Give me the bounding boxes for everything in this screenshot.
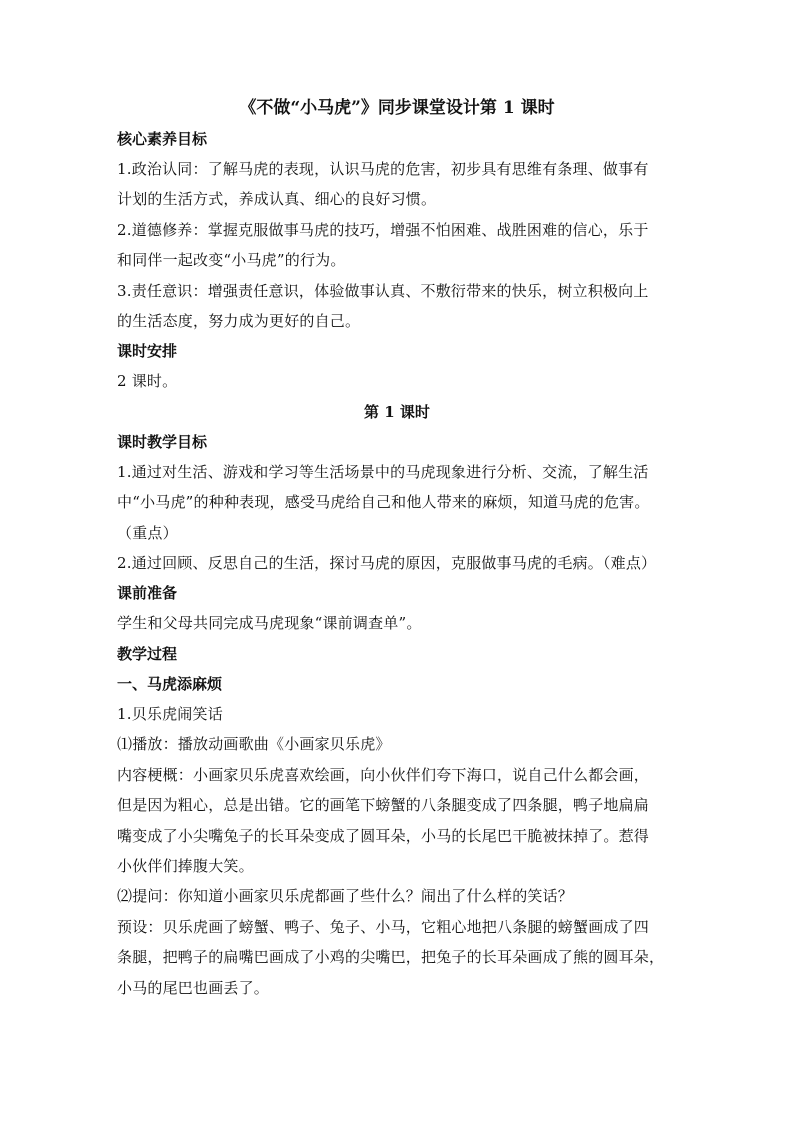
paragraph-line: 1.贝乐虎闹笑话 (117, 704, 223, 723)
paragraph-line: 嘴变成了小尖嘴兔子的长耳朵变成了圆耳朵，小马的长尾巴干脆被抹掉了。惹得 (117, 826, 650, 845)
paragraph (117, 154, 677, 215)
paragraph (117, 760, 677, 882)
paragraph-line: 1.通过对生活、游戏和学习等生活场景中的马虎现象进行分析、交流，了解生活 (117, 462, 649, 481)
paragraph-line: 学生和父母共同完成马虎现象“课前调查单”。 (117, 614, 422, 633)
document-body (117, 92, 677, 1003)
paragraph (117, 366, 677, 396)
section-heading: 核心素养目标 (117, 130, 208, 148)
paragraph-line: 1.政治认同：了解马虎的表现，认识马虎的危害，初步具有思维有条理、做事有 (117, 160, 649, 178)
paragraph-line: 小马的尾巴也画丢了。 (117, 978, 270, 997)
lesson-heading: 第 1 课时 (364, 402, 430, 421)
section-heading: 一、马虎添麻烦 (117, 674, 223, 693)
paragraph (117, 881, 677, 911)
section-heading: 教学过程 (117, 644, 178, 663)
document-sections (117, 124, 677, 1003)
paragraph-line: 2 课时。 (117, 372, 178, 391)
section-heading: 课时教学目标 (117, 432, 208, 451)
paragraph-line: 和同伴一起改变“小马虎”的行为。 (117, 251, 346, 270)
paragraph-line: 预设：贝乐虎画了螃蟹、鸭子、兔子、小马，它粗心地把八条腿的螃蟹画成了四 (117, 917, 650, 936)
paragraph (117, 276, 677, 337)
section-heading: 课前准备 (117, 584, 178, 603)
paragraph (117, 729, 677, 759)
paragraph-line: 但是因为粗心，总是出错。它的画笔下螃蟹的八条腿变成了四条腿，鸭子地扁扁 (117, 796, 650, 815)
paragraph-line: 中“小马虎”的种种表现，感受马虎给自己和他人带来的麻烦，知道马虎的危害。 (117, 493, 650, 512)
paragraph-line: 小伙伴们捧腹大笑。 (117, 856, 254, 875)
paragraph (117, 699, 677, 729)
paragraph (117, 608, 677, 638)
section-heading: 课时安排 (117, 342, 178, 361)
paragraph (117, 215, 677, 276)
paragraph-line: 3.责任意识：增强责任意识，体验做事认真、不敷衍带来的快乐，树立积极向上 (117, 281, 649, 300)
paragraph-line: 的生活态度，努力成为更好的自己。 (117, 312, 361, 331)
paragraph (117, 548, 677, 578)
paragraph (117, 912, 677, 1003)
paragraph-line: 2.通过回顾、反思自己的生活，探讨马虎的原因，克服做事马虎的毛病。（难点） (117, 554, 657, 573)
paragraph-line: 内容梗概：小画家贝乐虎喜欢绘画，向小伙伴们夸下海口，说自己什么都会画， (117, 765, 650, 784)
paragraph-line: ⑵提问：你知道小画家贝乐虎都画了些什么？闹出了什么样的笑话？ (117, 887, 574, 906)
paragraph-line: （重点） (117, 523, 178, 542)
paragraph-line: 条腿，把鸭子的扁嘴巴画成了小鸡的尖嘴巴，把兔子的长耳朵画成了熊的圆耳朵， (117, 948, 665, 967)
paragraph (117, 457, 677, 548)
paragraph-line: 2.道德修养：掌握克服做事马虎的技巧，增强不怕困难、战胜困难的信心，乐于 (117, 220, 649, 239)
paragraph-line: 计划的生活方式，养成认真、细心的良好习惯。 (117, 190, 437, 209)
document-title: 《不做“小马虎”》同步课堂设计第 1 课时 (239, 98, 555, 118)
paragraph-line: ⑴播放：播放动画歌曲《小画家贝乐虎》 (117, 735, 391, 754)
